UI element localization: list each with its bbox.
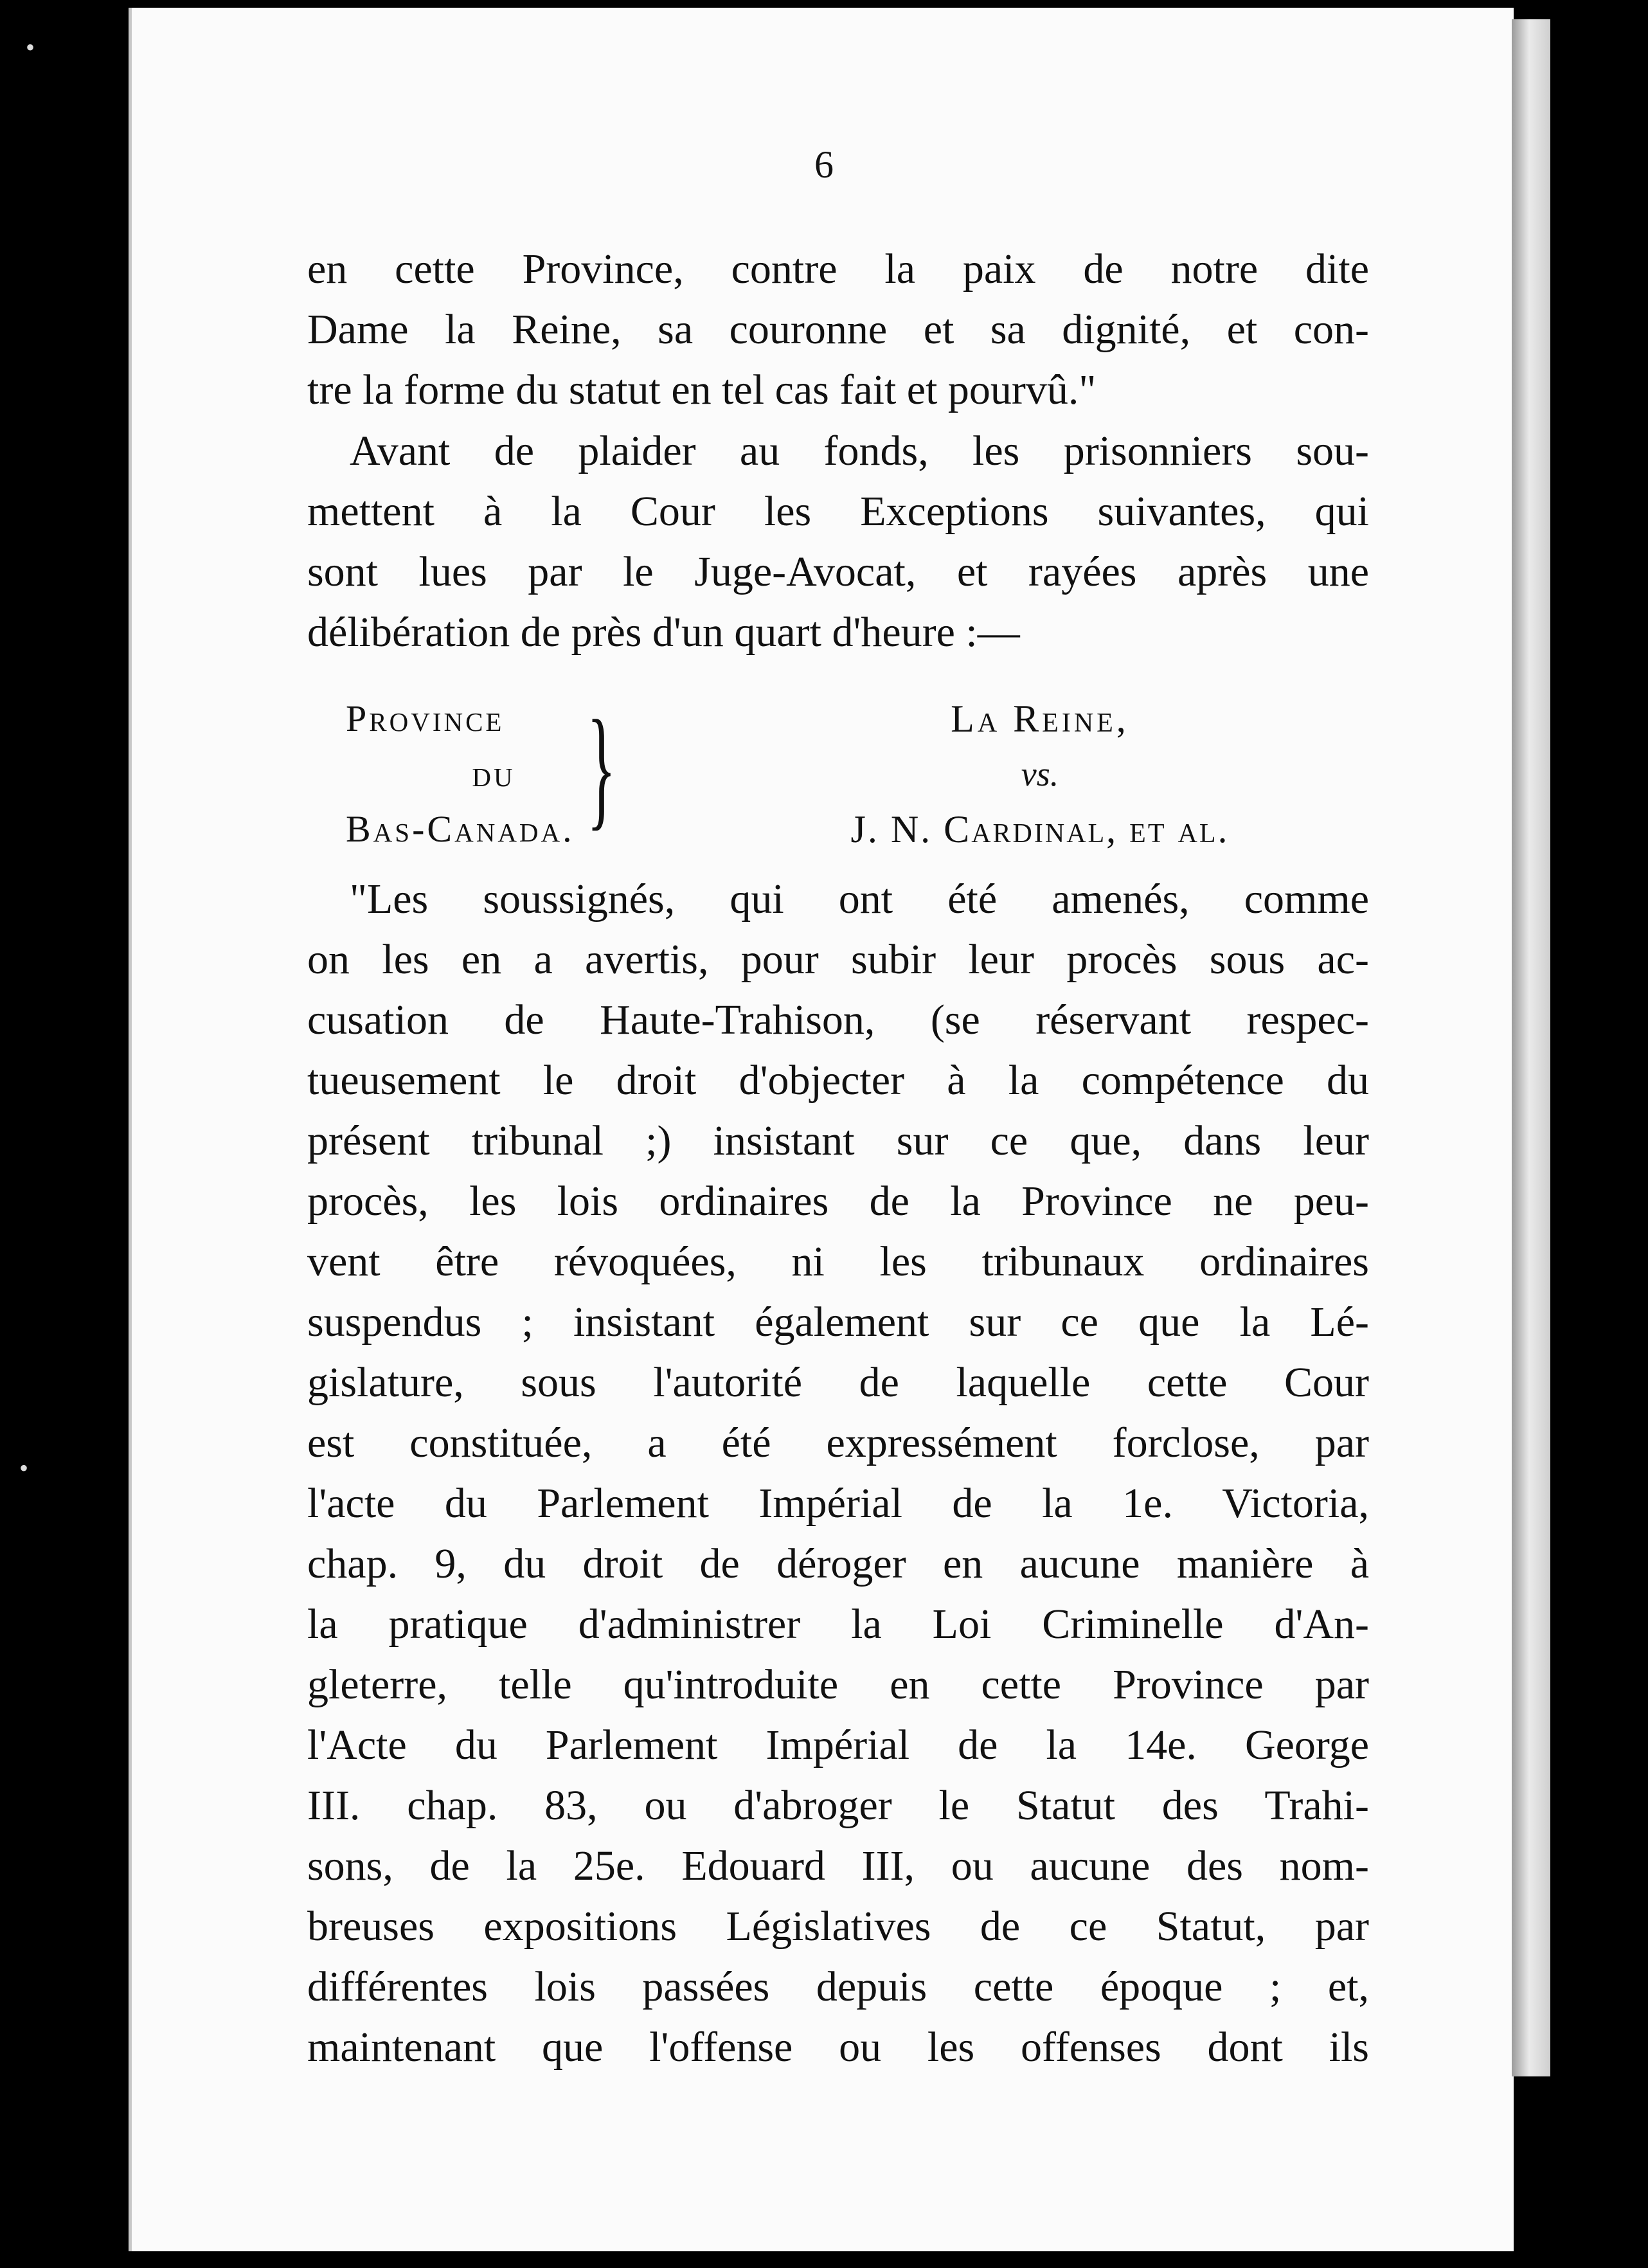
scan-speck: • (19, 1454, 29, 1482)
text-line: Avant de plaider au fonds, les prisonniers sou- (350, 428, 1369, 474)
jurisdiction-line: Bas-Canada. (346, 808, 575, 850)
text-line: tre la forme du statut en tel cas fait et pourvû." (307, 366, 1097, 413)
case-plaintiff: La Reine, (951, 698, 1129, 740)
page-number: 6 (814, 143, 834, 186)
paragraph-exceptions-text (307, 869, 1369, 2078)
text-line: l'Acte du Parlement Impérial de la 14e. George (307, 1722, 1369, 1769)
case-versus: vs. (1021, 755, 1059, 793)
text-line: procès, les lois ordinaires de la Province ne peu- (307, 1178, 1369, 1225)
paragraph-continuation (307, 239, 1369, 420)
text-line: suspendus ; insistant également sur ce que la Lé- (307, 1299, 1369, 1346)
text-line: sons, de la 25e. Edouard III, ou aucune des nom- (307, 1842, 1369, 1889)
text-line: est constituée, a été expressément forclose, par (307, 1419, 1369, 1466)
text-line: gislature, sous l'autorité de laquelle cette Cour (307, 1359, 1369, 1406)
text-line: III. chap. 83, ou d'abroger le Statut des Trahi- (307, 1782, 1369, 1829)
text-line: mettent à la Cour les Exceptions suivantes, qui (307, 488, 1369, 535)
text-line: présent tribunal ;) insistant sur ce que, dans leur (307, 1117, 1369, 1164)
text-line: l'acte du Parlement Impérial de la 1e. Victoria, (307, 1480, 1369, 1527)
case-heading (307, 691, 1369, 858)
text-line: vent être révoquées, ni les tribunaux ordinaires (307, 1238, 1369, 1285)
text-line: Dame la Reine, sa couronne et sa dignité, et con- (307, 306, 1369, 353)
text-line: on les en a avertis, pour subir leur procès sous ac- (307, 936, 1369, 983)
paragraph-exceptions-intro (307, 421, 1369, 663)
text-line: sont lues par le Juge-Avocat, et rayées après une (307, 548, 1369, 595)
jurisdiction-line: Province (346, 698, 505, 739)
text-line: délibération de près d'un quart d'heure :— (307, 609, 1020, 656)
page-edge-shadow (1512, 19, 1550, 2076)
case-defendants: J. N. Cardinal, et al. (850, 808, 1230, 851)
scan-speck: • (26, 33, 35, 62)
jurisdiction-line: du (472, 753, 515, 795)
text-line: tueusement le droit d'objecter à la compétence du (307, 1057, 1369, 1104)
case-title-block (731, 691, 1348, 857)
text-line: différentes lois passées depuis cette époque ; et, (307, 1963, 1369, 2010)
curly-brace: } (587, 693, 616, 842)
text-line: la pratique d'administrer la Loi Criminelle d'An- (307, 1601, 1369, 1648)
text-line: chap. 9, du droit de déroger en aucune manière à (307, 1540, 1369, 1587)
text-line: gleterre, telle qu'introduite en cette Province par (307, 1661, 1369, 1708)
text-line: maintenant que l'offense ou les offenses dont ils (307, 2024, 1369, 2071)
text-line: "Les soussignés, qui ont été amenés, comme (350, 876, 1369, 923)
text-line: en cette Province, contre la paix de notre dite (307, 246, 1369, 292)
text-line: breuses expositions Législatives de ce Statut, par (307, 1903, 1369, 1950)
text-line: cusation de Haute-Trahison, (se réservant respec- (307, 996, 1369, 1043)
